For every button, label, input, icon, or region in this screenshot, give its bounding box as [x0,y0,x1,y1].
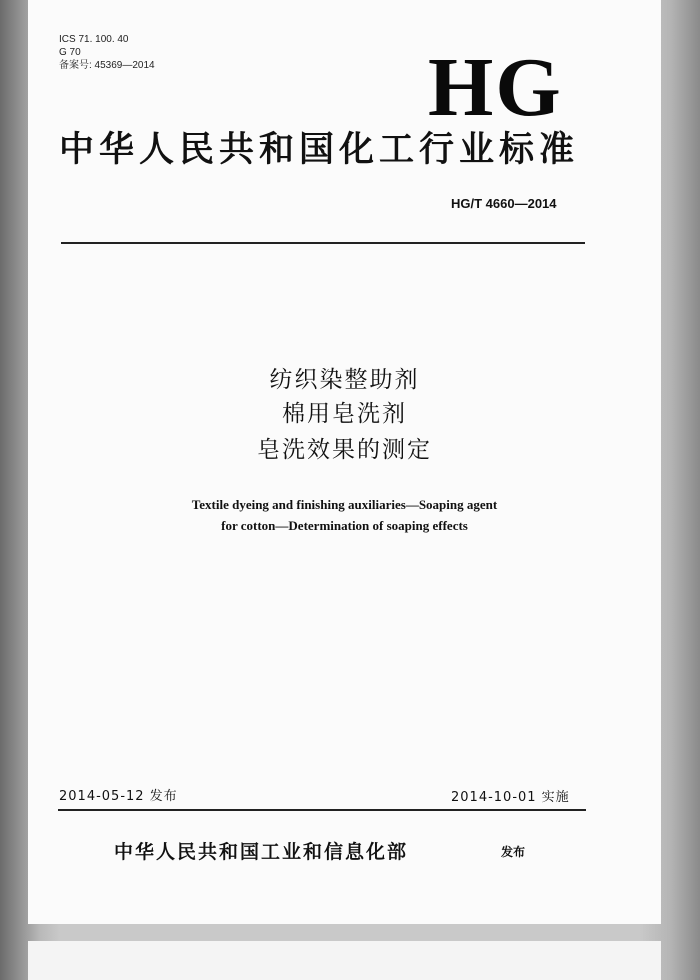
issuing-authority-suffix: 发布 [501,845,526,859]
title-cn-line-1: 纺织染整助剂 [269,367,420,393]
footer-divider [58,809,586,811]
title-cn-line-2: 棉用皂洗剂 [282,401,407,427]
header-divider [61,242,585,244]
standard-number: HG/T 4660—2014 [451,196,557,211]
document-page [28,0,661,924]
filing-number: 备案号: 45369—2014 [59,60,155,71]
hg-logo: HG [428,41,563,134]
title-cn-line-3: 皂洗效果的测定 [257,437,432,463]
title-en-line-2: for cotton—Determination of soaping effects [221,518,468,533]
issue-date: 2014-05-12 发布 [59,789,178,804]
implementation-date: 2014-10-01 实施 [451,790,570,805]
next-page-edge [28,941,661,980]
ics-code: ICS 71. 100. 40 [59,34,129,45]
title-en-line-1: Textile dyeing and finishing auxiliaries—Soaping agent [191,497,498,512]
issuing-authority: 中华人民共和国工业和信息化部 [114,841,409,863]
standard-category-title: 中华人民共和国化工行业标准 [59,130,580,170]
category-code: G 70 [59,47,81,58]
